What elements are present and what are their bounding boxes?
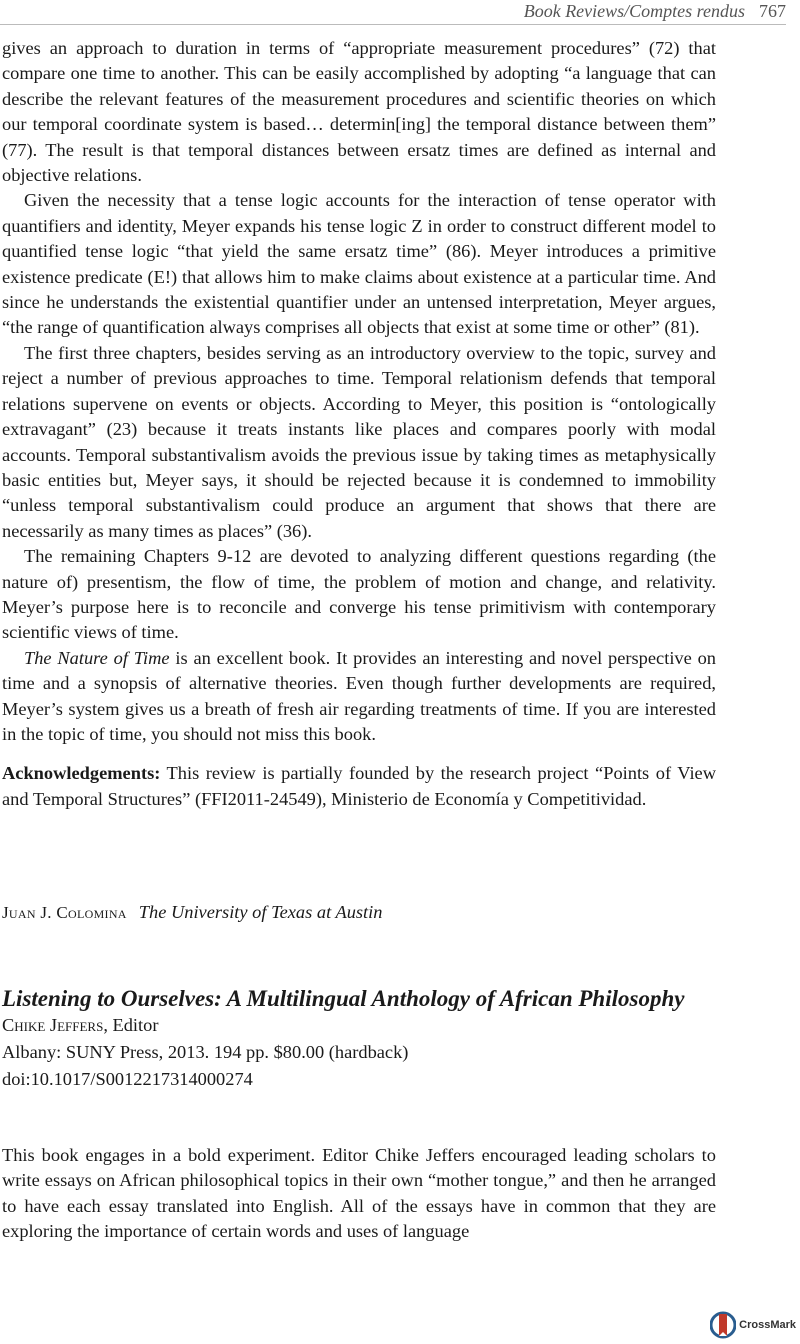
conclusion-text: is an excellent book. It provides an interesting and novel perspective on time and a synopsis of alternative theories. Even though further developments are required, Meyer’s system gives us a breath of fresh air regarding treatments of time. If you are interested in the topic of time, you should not miss this book.	[2, 647, 717, 744]
paragraph-conclusion	[2, 646, 716, 748]
ack-text: This review is partially founded by the research project “Points of View and Temporal Structures” (FFI2011-24549), Ministerio de Economía y Competitividad.	[2, 763, 716, 809]
paragraph: This book engages in a bold experiment. Editor Chike Jeffers encouraged leading scholars to write essays on African philosophical topics in their own “mother tongue,” and then he arranged to have each essay translated into English. All of the essays have in common that they are exploring the importance of certain words and uses of language	[2, 1145, 716, 1242]
paragraph: gives an approach to duration in terms of “appropriate measurement procedures” (72) that compare one time to another. This can be easily accomplished by adopting “a language that can describe the relevant features of the measurement procedures and scientific theories on which our temporal coordinate system is based… determin[ing] the temporal distance between them” (77). The result is that temporal distances between ersatz times are defined as internal and objective relations.	[2, 38, 716, 186]
paragraph: Given the necessity that a tense logic accounts for the interaction of tense operator with quantifiers and identity, Meyer expands his tense logic Z in order to construct different model to quantified tense logic “that yield the same ersatz time” (86). Meyer introduces a primitive existence predicate (E!) that allows him to make claims about existence at a particular time. And since he understands the existential quantifier under an untensed interpretation, Meyer argues, “the range of quantification always comprises all objects that exist at some time or other” (81).	[2, 190, 716, 338]
review-body	[2, 36, 716, 812]
crossmark-label: CrossMark	[739, 1319, 796, 1331]
reviewer-affiliation: The University of Texas at Austin	[138, 902, 383, 922]
paragraph: The remaining Chapters 9-12 are devoted to analyzing different questions regarding (the nature of) presentism, the flow of time, the problem of motion and change, and relativity. Meyer’s purpose here is to reconcile and converge his tense primitivism with contemporary scientific views of time.	[2, 546, 716, 643]
reviewer-signature	[2, 900, 382, 925]
book-title: Listening to Ourselves: A Multilingual Anthology of African Philosophy	[2, 986, 685, 1011]
reviewer-name: Juan J. Colomina	[2, 903, 127, 922]
book-entry	[2, 985, 716, 1093]
paragraph: The first three chapters, besides serving as an introductory overview to the topic, survey and reject a number of previous approaches to time. Temporal relationism defends that temporal relations supervene on events or objects. According to Meyer, this position is “ontologically extravagant” (23) because it treats instants like places and compares poorly with modal accounts. Temporal substantivalism avoids the previous issue by taking times as metaphysically basic entities but, Meyer says, it should be rejected because it is condemned to immobility “unless temporal substantivalism could produce an argument that shows that there are necessarily as many times as places” (36).	[2, 342, 716, 541]
crossmark-badge[interactable]	[710, 1310, 796, 1340]
ack-label: Acknowledgements:	[2, 763, 161, 784]
book-doi[interactable]: doi:10.1017/S0012217314000274	[2, 1069, 253, 1089]
page-number: 767	[759, 1, 786, 21]
crossmark-icon	[710, 1310, 736, 1340]
editor-role: , Editor	[103, 1015, 159, 1035]
running-title: Book Reviews/Comptes rendus	[523, 1, 745, 21]
book-editor	[2, 1012, 716, 1039]
running-header	[0, 0, 786, 25]
editor-name: Chike Jeffers	[2, 1015, 104, 1035]
book-publication: Albany: SUNY Press, 2013. 194 pp. $80.00 (hardback)	[2, 1042, 409, 1062]
acknowledgements	[2, 761, 716, 812]
review-body-2	[2, 1143, 716, 1245]
book-title-italic: The Nature of Time	[24, 647, 170, 668]
